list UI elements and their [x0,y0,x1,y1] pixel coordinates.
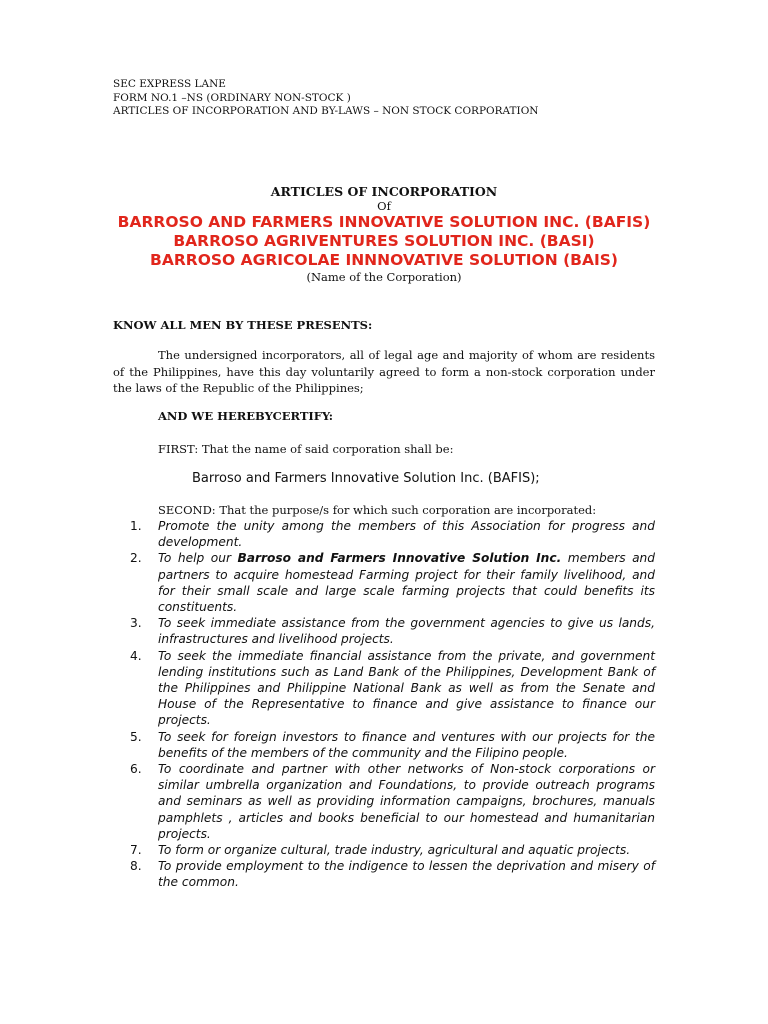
list-item [130,729,655,761]
item-number: 4. [130,648,142,663]
item-number: 2. [130,551,142,566]
list-item [130,842,655,858]
item-text: To seek immediate assistance from the government agencies to give us lands, infrastructures and livelihood projects. [158,616,655,647]
header-line: ARTICLES OF INCORPORATION AND BY-LAWS – NON STOCK CORPORATION [113,105,539,117]
corporation-name-statement: Barroso and Farmers Innovative Solution Inc. (BAFIS); [192,471,540,486]
list-item [130,761,655,842]
corporation-name-note: (Name of the Corporation) [306,270,462,284]
title-of: Of [377,199,391,213]
item-text-pre: To help our [158,551,238,566]
item-text: To seek the immediate financial assistance from the private, and government lending institutions such as Land Bank of the Philippines, Development Bank of the Philippines and Philippine National Bank as well as from the Senate and House of the Representative to finance and give assistance to finance our projects. [158,648,655,728]
document-title: ARTICLES OF INCORPORATION [270,184,498,199]
list-item [130,518,655,550]
item-text-bold: Barroso and Farmers Innovative Solution Inc. [237,551,562,566]
corporation-name: BARROSO AND FARMERS INNOVATIVE SOLUTION INC. (BAFIS) [117,213,651,231]
item-text [158,550,655,615]
item-text: To seek for foreign investors to finance and ventures with our projects for the benefits of the members of the community and the Filipino people. [158,729,655,760]
corporation-name: BARROSO AGRICOLAE INNNOVATIVE SOLUTION (BAIS) [150,251,618,269]
item-number: 7. [130,843,142,858]
list-item [130,858,655,890]
item-text: To form or organize cultural, trade industry, agricultural and aquatic projects. [158,843,631,858]
list-item [130,615,655,647]
item-number: 8. [130,859,142,874]
item-number: 5. [130,729,142,744]
corporation-name: BARROSO AGRIVENTURES SOLUTION INC. (BASI) [173,232,595,250]
first-clause: FIRST: That the name of said corporation shall be: [158,442,454,456]
item-number: 6. [130,762,142,777]
second-clause: SECOND: That the purpose/s for which such corporation are incorporated: [158,503,597,517]
list-item [130,550,655,615]
list-item [130,648,655,729]
form-header [113,78,539,119]
header-line: FORM NO.1 –NS (ORDINARY NON-STOCK ) [113,91,351,104]
know-all-heading: KNOW ALL MEN BY THESE PRESENTS: [113,318,373,332]
item-text: Promote the unity among the members of this Association for progress and development. [158,519,655,550]
header-line: SEC EXPRESS LANE [113,78,226,90]
certify-heading: AND WE HEREBYCERTIFY: [158,409,333,423]
item-text: To coordinate and partner with other networks of Non-stock corporations or similar umbrella organization and Foundations, to provide outreach programs and seminars as well as providing information campaigns, brochures, manuals pamphlets , articles and books beneficial to our homestead and humanitarian projects. [158,762,655,841]
item-number: 1. [130,519,142,533]
item-text-post: members and partners to acquire homestead Farming project for their family livelihood, and for their small scale and large scale farming projects that could benefits its constituents. [158,551,656,615]
item-text: To provide employment to the indigence to lessen the deprivation and misery of the common. [158,859,655,890]
item-number: 3. [130,616,142,631]
intro-paragraph: The undersigned incorporators, all of legal age and majority of whom are residents of the Philippines, have this day voluntarily agreed to form a non-stock corporation under the laws of the Republic of the Philippines; [113,348,655,395]
title-block [0,184,768,285]
purposes-list [130,518,655,891]
